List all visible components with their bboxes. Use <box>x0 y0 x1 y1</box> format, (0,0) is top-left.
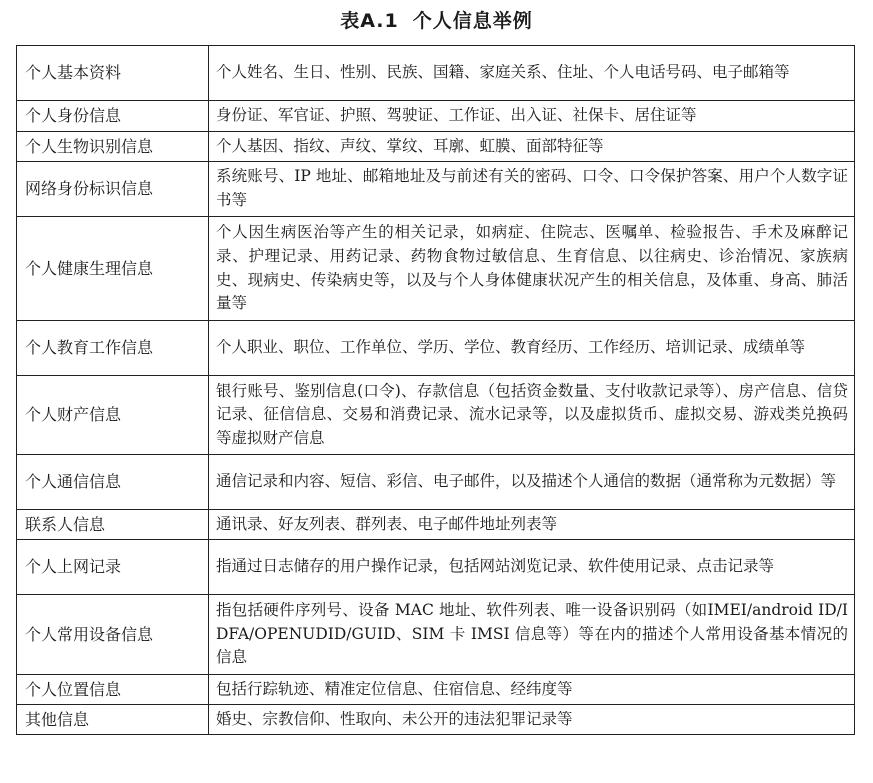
description-cell: 指通过日志储存的用户操作记录，包括网站浏览记录、软件使用记录、点击记录等 <box>209 540 855 595</box>
table-row <box>17 162 855 217</box>
description-cell: 通信记录和内容、短信、彩信、电子邮件，以及描述个人通信的数据（通常称为元数据）等 <box>209 455 855 510</box>
category-cell: 个人位置信息 <box>17 675 209 705</box>
category-cell: 个人常用设备信息 <box>17 595 209 675</box>
description-cell: 通讯录、好友列表、群列表、电子邮件地址列表等 <box>209 510 855 540</box>
description-cell: 指包括硬件序列号、设备 MAC 地址、软件列表、唯一设备识别码（如IMEI/android ID/IDFA/OPENUDID/GUID、SIM 卡 IMSI 信息等）等在内的描述个人常用设备基本情况的信息 <box>209 595 855 675</box>
description-cell: 包括行踪轨迹、精准定位信息、住宿信息、经纬度等 <box>209 675 855 705</box>
table-title <box>0 8 873 34</box>
table-row <box>17 321 855 376</box>
category-cell: 其他信息 <box>17 705 209 735</box>
table-row <box>17 455 855 510</box>
category-cell: 个人财产信息 <box>17 376 209 455</box>
category-cell: 网络身份标识信息 <box>17 162 209 217</box>
table-row <box>17 540 855 595</box>
personal-info-table <box>16 45 855 735</box>
table-row <box>17 595 855 675</box>
table-row <box>17 46 855 101</box>
description-cell: 银行账号、鉴别信息(口令)、存款信息（包括资金数量、支付收款记录等）、房产信息、信贷记录、征信信息、交易和消费记录、流水记录等，以及虚拟货币、虚拟交易、游戏类兑换码等虚拟财产信息 <box>209 376 855 455</box>
description-cell: 个人基因、指纹、声纹、掌纹、耳廓、虹膜、面部特征等 <box>209 132 855 162</box>
table-row <box>17 376 855 455</box>
category-cell: 个人身份信息 <box>17 101 209 132</box>
table-row <box>17 217 855 321</box>
category-cell: 个人基本资料 <box>17 46 209 101</box>
description-cell: 个人职业、职位、工作单位、学历、学位、教育经历、工作经历、培训记录、成绩单等 <box>209 321 855 376</box>
table-row <box>17 101 855 132</box>
description-cell: 系统账号、IP 地址、邮箱地址及与前述有关的密码、口令、口令保护答案、用户个人数字证书等 <box>209 162 855 217</box>
category-cell: 个人健康生理信息 <box>17 217 209 321</box>
category-cell: 个人教育工作信息 <box>17 321 209 376</box>
category-cell: 个人上网记录 <box>17 540 209 595</box>
table-row <box>17 132 855 162</box>
table-caption: 个人信息举例 <box>412 10 533 32</box>
description-cell: 个人因生病医治等产生的相关记录，如病症、住院志、医嘱单、检验报告、手术及麻醉记录、护理记录、用药记录、药物食物过敏信息、生育信息、以往病史、诊治情况、家族病史、现病史、传染病史等，以及与个人身体健康状况产生的相关信息，及体重、身高、肺活量等 <box>209 217 855 321</box>
category-cell: 个人生物识别信息 <box>17 132 209 162</box>
description-cell: 身份证、军官证、护照、驾驶证、工作证、出入证、社保卡、居住证等 <box>209 101 855 132</box>
category-cell: 联系人信息 <box>17 510 209 540</box>
table-row <box>17 705 855 735</box>
table-row <box>17 675 855 705</box>
description-cell: 个人姓名、生日、性别、民族、国籍、家庭关系、住址、个人电话号码、电子邮箱等 <box>209 46 855 101</box>
description-cell: 婚史、宗教信仰、性取向、未公开的违法犯罪记录等 <box>209 705 855 735</box>
table-row <box>17 510 855 540</box>
category-cell: 个人通信信息 <box>17 455 209 510</box>
table-number: 表A.1 <box>340 10 399 32</box>
